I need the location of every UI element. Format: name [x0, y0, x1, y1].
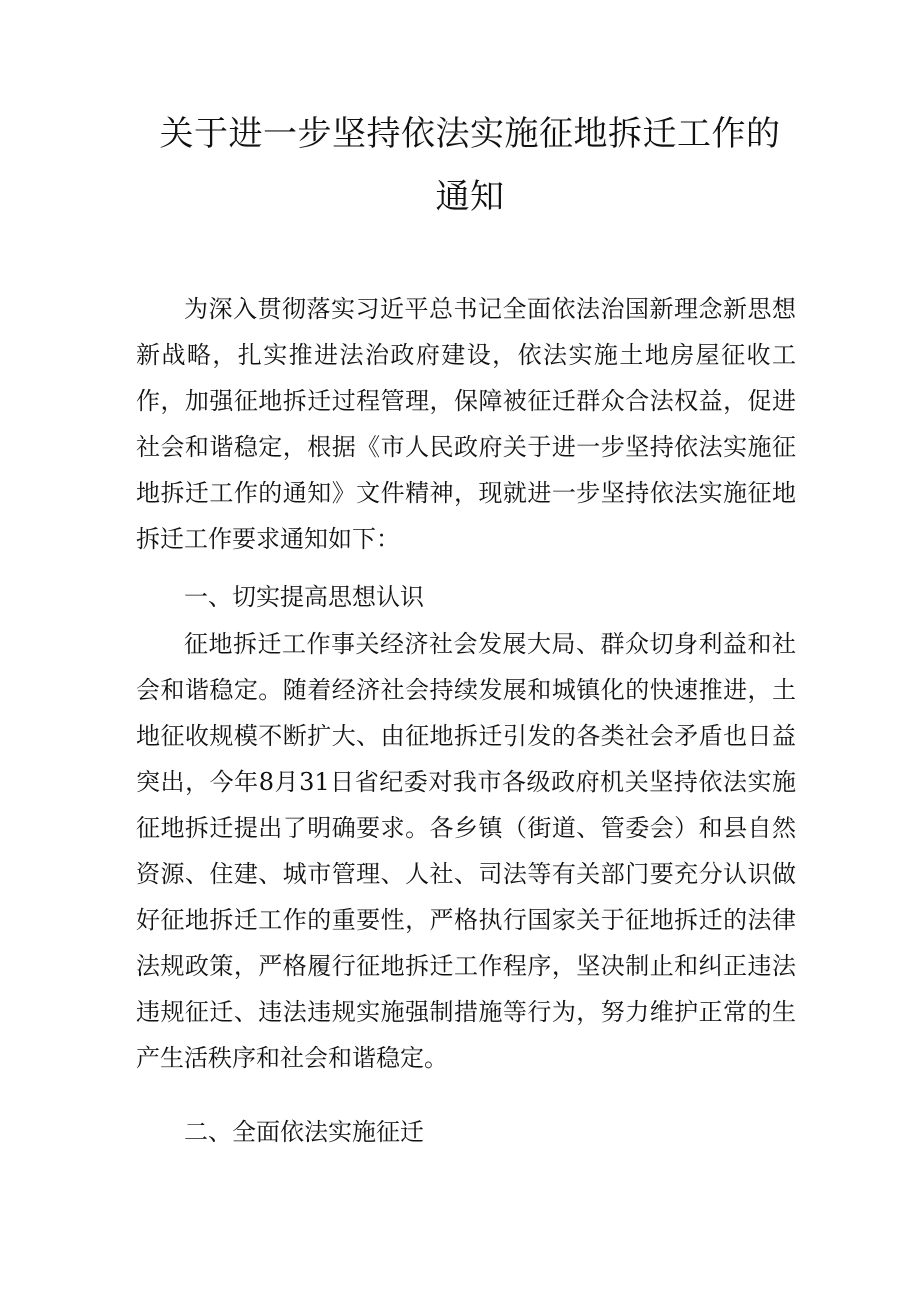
document-title-line2: 通知 — [435, 177, 505, 217]
intro-paragraph: 为深入贯彻落实习近平总书记全面依法治国新理念新思想新战略，扎实推进法治政府建设，依法实施土地房屋征收工作，加强征地拆迁过程管理，保障被征迁群众合法权益，促进社会和谐稳定，根据《市人民政府关于进一步坚持依法实施征地拆迁工作的通知》文件精神，现就进一步坚持依法实施征地拆迁工作要求通知如下： — [136, 295, 796, 553]
section2-heading: 二、全面依法实施征迁 — [184, 1118, 424, 1146]
document-title-line1: 关于进一步坚持依法实施征地拆迁工作的 — [159, 114, 781, 154]
section1-heading: 一、切实提高思想认识 — [184, 583, 424, 611]
section1-paragraph: 征地拆迁工作事关经济社会发展大局、群众切身利益和社会和谐稳定。随着经济社会持续发展和城镇化的快速推进，土地征收规模不断扩大、由征地拆迁引发的各类社会矛盾也日益突出，今年8月31日省纪委对我市各级政府机关坚持依法实施征地拆迁提出了明确要求。各乡镇（街道、管委会）和县自然资源、住建、城市管理、人社、司法等有关部门要充分认识做好征地拆迁工作的重要性，严格执行国家关于征地拆迁的法律法规政策，严格履行征地拆迁工作程序，坚决制止和纠正违法违规征迁、违法违规实施强制措施等行为，努力维护正常的生产生活秩序和社会和谐稳定。 — [136, 630, 796, 1072]
